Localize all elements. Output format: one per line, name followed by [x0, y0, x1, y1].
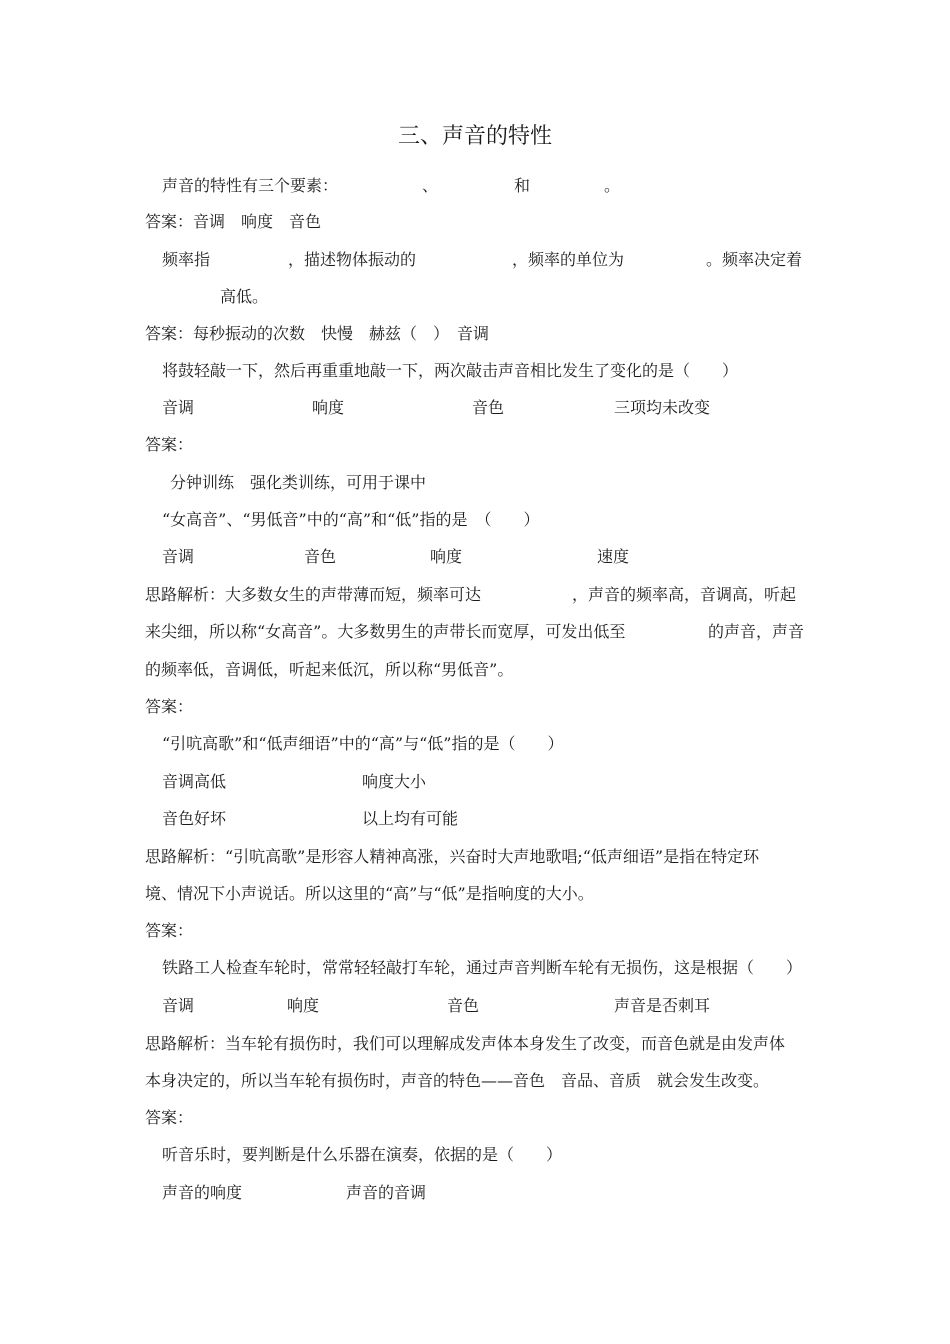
q6-stem: 铁路工人检查车轮时，常常轻轻敲打车轮，通过声音判断车轮有无损伤，这是根据（ ）: [162, 958, 803, 977]
q5-explanation-1: 思路解析：“引吭高歌”是形容人精神高涨，兴奋时大声地歌唱;“低声细语”是指在特定环: [145, 847, 760, 866]
q4-answer: 答案：: [145, 697, 194, 716]
q6-answer: 答案：: [145, 1108, 194, 1127]
q3-option-a: 音调: [162, 398, 195, 417]
q7-stem: 听音乐时，要判断是什么乐器在演奏，依据的是（ ）: [162, 1145, 563, 1164]
q2-stem-e: 高低。: [220, 287, 269, 306]
q4-explanation-1a: 思路解析：大多数女生的声带薄而短，频率可达: [145, 585, 482, 604]
q6-explanation-1: 思路解析：当车轮有损伤时，我们可以理解成发声体本身发生了改变，而音色就是由发声体: [145, 1034, 786, 1053]
q2-stem-b: ，描述物体振动的: [288, 250, 417, 269]
q5-option-a: 音调高低: [162, 772, 227, 791]
q3-option-c: 音色: [472, 398, 505, 417]
q6-option-d: 声音是否刺耳: [614, 996, 711, 1015]
q2-stem-c: ，频率的单位为: [512, 250, 625, 269]
q4-explanation-2a: 来尖细，所以称“女高音”。大多数男生的声带长而宽厚，可发出低至: [145, 622, 626, 641]
q3-option-b: 响度: [312, 398, 345, 417]
q6-option-b: 响度: [287, 996, 320, 1015]
q7-option-b: 声音的音调: [346, 1183, 427, 1202]
q3-stem: 将鼓轻敲一下，然后再重重地敲一下，两次敲击声音相比发生了变化的是（ ）: [162, 361, 739, 380]
q1-and: 和: [514, 176, 531, 195]
section-heading: 分钟训练 强化类训练，可用于课中: [170, 473, 427, 492]
q5-explanation-2: 境、情况下小声说话。所以这里的“高”与“低”是指响度的大小。: [145, 884, 594, 903]
q4-explanation-2b: 的声音，声音: [708, 622, 805, 641]
q2-stem-a: 频率指: [162, 250, 211, 269]
q6-option-c: 音色: [447, 996, 480, 1015]
q4-option-a: 音调: [162, 547, 195, 566]
q2-stem-d: 。频率决定着: [706, 250, 803, 269]
q5-option-b: 响度大小: [362, 772, 427, 791]
q3-answer: 答案：: [145, 435, 194, 454]
q4-option-d: 速度: [597, 547, 630, 566]
q1-stem: 声音的特性有三个要素：: [162, 176, 339, 195]
q5-option-c: 音色好坏: [162, 809, 227, 828]
q4-explanation-1b: ，声音的频率高，音调高，听起: [572, 585, 797, 604]
q4-option-c: 响度: [430, 547, 463, 566]
q6-explanation-2: 本身决定的，所以当车轮有损伤时，声音的特色——音色 音品、音质 就会发生改变。: [145, 1071, 770, 1090]
q1-separator: 、: [422, 176, 439, 195]
q6-option-a: 音调: [162, 996, 195, 1015]
q7-option-a: 声音的响度: [162, 1183, 243, 1202]
q5-answer: 答案：: [145, 921, 194, 940]
q4-option-b: 音色: [304, 547, 337, 566]
q1-period: 。: [604, 176, 621, 195]
page-title: 三、声音的特性: [397, 124, 552, 149]
q4-explanation-3: 的频率低，音调低，听起来低沉，所以称“男低音”。: [145, 660, 514, 679]
q1-answer: 答案：音调 响度 音色: [145, 212, 322, 231]
q5-stem: “引吭高歌”和“低声细语”中的“高”与“低”指的是（ ）: [162, 734, 564, 753]
q2-answer: 答案：每秒振动的次数 快慢 赫兹（ ） 音调: [145, 324, 490, 343]
q3-option-d: 三项均未改变: [614, 398, 711, 417]
q5-option-d: 以上均有可能: [362, 809, 459, 828]
q4-stem: “女高音”、“男低音”中的“高”和“低”指的是 （ ）: [162, 510, 540, 529]
